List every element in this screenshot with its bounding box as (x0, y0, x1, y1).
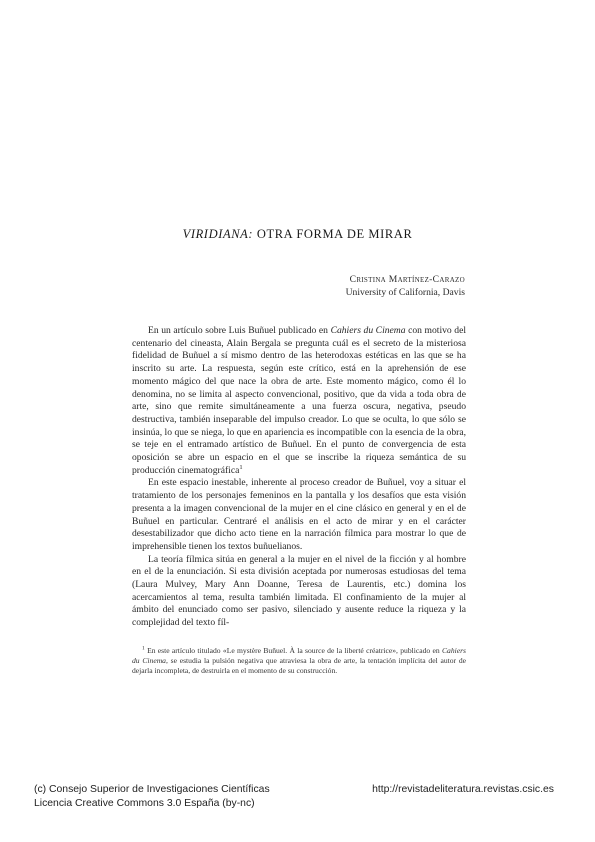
journal-url-link[interactable]: http://revistadeliteratura.revistas.csic.es (372, 784, 554, 795)
footnote (132, 646, 466, 675)
paragraph-1-text-b: con motivo del centenario del cineasta, Alain Bergala se pregunta cuál es el secreto de la misteriosa fidelidad de Buñuel a sí mismo dentro de las heterodoxas estéticas en las que se ha inscrito su arte. La respuesta, según este crítico, está en la aprehensión de ese momento mágico del que nace la obra de arte. Este momento mágico, como él lo denomina, no se limita al aspecto convencional, positivo, que da vida a toda obra de arte, sino que remite simultáneamente a una fuerza oscura, negativa, pseudo destructiva, también inseparable del impulso creador. Lo que se oculta, lo que sólo se insinúa, lo que se niega, lo que en apariencia es incompatible con la esencia de la obra, se teje en el entramado artístico de Buñuel. En el punto de convergencia de esta oposición se abre un espacio en el que se inscribe la riqueza semántica de su producción cinematográfica (132, 325, 466, 476)
paragraph-1 (132, 325, 466, 477)
page-footer (34, 783, 554, 811)
license-notice: Licencia Creative Commons 3.0 España (by-nc) (34, 798, 255, 809)
paragraph-2: En este espacio inestable, inherente al proceso creador de Buñuel, voy a situar el tratamiento de los personajes femeninos en la pantalla y los desafíos que esta visión presenta a la imagen convencional de la mujer en el cine clásico en general y en el de Buñuel en particular. Centraré el análisis en el acto de mirar y en el carácter desestabilizador que dicho acto tiene en la narración fílmica para mostrar lo que de imprehensible tienen los textos buñuelianos. (132, 477, 466, 552)
article-title-italic: VIRIDIANA: (182, 227, 254, 241)
copyright-notice: (c) Consejo Superior de Investigaciones Científicas (34, 784, 270, 795)
author-affiliation: University of California, Davis (345, 286, 465, 298)
footnote-number: 1 (142, 645, 145, 652)
author-block (165, 274, 465, 299)
footnote-marker[interactable]: 1 (239, 463, 243, 471)
footnote-journal-name: Cahiers du Cinema (132, 646, 467, 665)
author-name: Cristina Martínez-Carazo (349, 274, 465, 285)
footnote-text-b: , se estudia la pulsión negativa que atraviesa la obra de arte, la tentación implícita del autor de dejarla incompleta, de destruirla en el momento de su construcción. (132, 655, 466, 675)
article-title (0, 227, 595, 242)
paragraph-1-text-a: En un artículo sobre Luis Buñuel publicado en (148, 325, 331, 336)
article-title-rest: OTRA FORMA DE MIRAR (256, 227, 413, 241)
article-body (132, 325, 466, 630)
footnote-text-a: En este artículo titulado «Le mystère Buñuel. À la source de la liberté créatrice», publicado en (147, 646, 442, 655)
paragraph-3: La teoría fílmica sitúa en general a la mujer en el nivel de la ficción y al hombre en el de la enunciación. Si esta división aceptada por numerosas estudiosas del tema (Laura Mulvey, Mary Ann Doanne, Teresa de Laurentis, etc.) domina los acercamientos al tema, resulta también limitada. El confinamiento de la mujer al ámbito del enunciado como ser pasivo, silenciado y ausente reduce la riqueza y la complejidad del texto fíl- (132, 553, 466, 629)
journal-name: Cahiers du Cinema (330, 325, 406, 336)
